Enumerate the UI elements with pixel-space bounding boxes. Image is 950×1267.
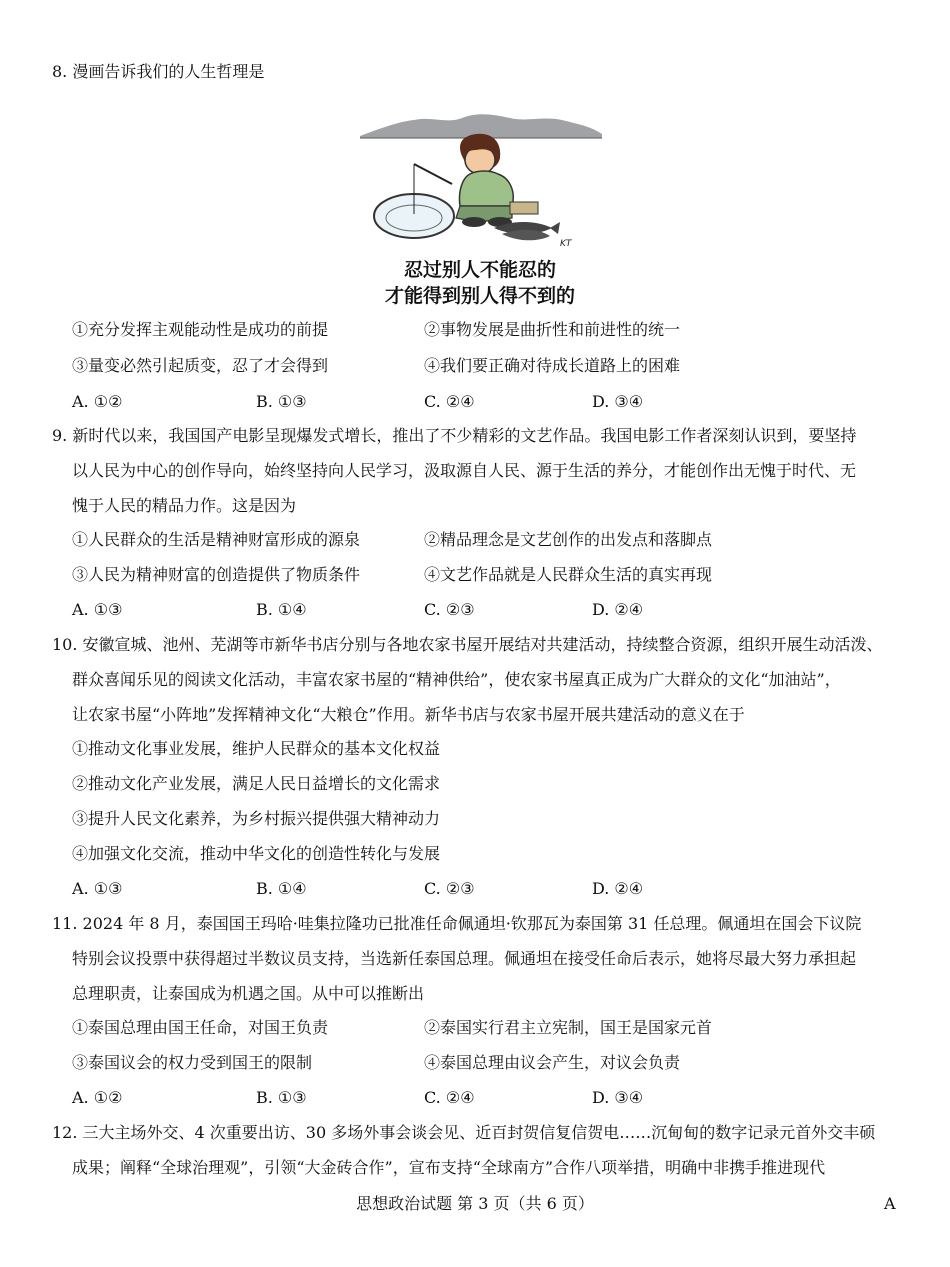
question-stem: 以人民为中心的创作导向，始终坚持向人民学习，汲取源自人民、源于生活的养分，才能创作出无愧于时代、无 [72,461,857,480]
option-2: ②泰国实行君主立宪制，国王是国家元首 [424,1018,713,1037]
option-2: ②精品理念是文艺创作的出发点和落脚点 [424,530,713,549]
option-3: ③量变必然引起质变，忍了才会得到 [72,356,329,375]
question-stem: 总理职责，让泰国成为机遇之国。从中可以推断出 [72,984,425,1003]
option-3: ③泰国议会的权力受到国王的限制 [72,1053,313,1072]
fishing-rod-icon [414,164,452,184]
answer-b: B. ①③ [256,1088,307,1107]
question-stem: 10. 安徽宣城、池州、芜湖等市新华书店分别与各地农家书屋开展结对共建活动，持续整合资源，组织开展生动活泼、 [52,635,883,654]
answer-a: A. ①③ [72,879,123,898]
option-3: ③人民为精神财富的创造提供了物质条件 [72,565,361,584]
question-stem: 9. 新时代以来，我国国产电影呈现爆发式增长，推出了不少精彩的文艺作品。我国电影工作者深刻认识到，要坚持 [52,426,857,445]
option-4: ④文艺作品就是人民群众生活的真实再现 [424,565,713,584]
answer-c: C. ②③ [424,600,475,619]
cartoon-caption-line-1: 忍过别人不能忍的 [403,259,557,281]
option-3: ③提升人民文化素养，为乡村振兴提供强大精神动力 [72,809,441,828]
option-2: ②推动文化产业发展，满足人民日益增长的文化需求 [72,774,441,793]
option-1: ①充分发挥主观能动性是成功的前提 [72,320,329,339]
answer-d: D. ②④ [592,600,644,619]
question-stem: 8. 漫画告诉我们的人生哲理是 [52,62,265,81]
answer-c: C. ②④ [424,1088,475,1107]
cartoon-caption-line-2: 才能得到别人得不到的 [384,285,576,307]
option-4: ④泰国总理由议会产生，对议会负责 [424,1053,681,1072]
answer-b: B. ①③ [256,392,307,411]
cartoon-signature: KT [560,239,572,249]
answer-a: A. ①② [72,392,123,411]
option-4: ④我们要正确对待成长道路上的困难 [424,356,681,375]
option-1: ①泰国总理由国王任命，对国王负责 [72,1018,329,1037]
question-stem: 12. 三大主场外交、4 次重要出访、30 多场外事会谈会见、近百封贺信复信贺电……沉甸甸的数字记录元首外交丰硕 [52,1123,876,1142]
question-stem: 特别会议投票中获得超过半数议员支持，当选新任泰国总理。佩通坦在接受任命后表示，她将尽最大努力承担起 [72,949,857,968]
question-stem: 愧于人民的精品力作。这是因为 [72,496,297,515]
question-stem: 成果；阐释“全球治理观”，引领“大金砖合作”，宣布支持“全球南方”合作八项举措，明确中非携手推进现代 [72,1158,826,1177]
answer-d: D. ②④ [592,879,644,898]
version-mark: A [884,1194,896,1213]
answer-b: B. ①④ [256,879,307,898]
answer-c: C. ②④ [424,392,475,411]
question-stem: 让农家书屋“小阵地”发挥精神文化“大粮仓”作用。新华书店与农家书屋开展共建活动的意义在于 [72,705,745,724]
page-label: 思想政治试题 第 3 页（共 6 页） [356,1194,594,1213]
option-2: ②事物发展是曲折性和前进性的统一 [424,320,681,339]
option-1: ①人民群众的生活是精神财富形成的源泉 [72,530,361,549]
answer-a: A. ①② [72,1088,123,1107]
question-stem: 群众喜闻乐见的阅读文化活动，丰富农家书屋的“精神供给”，使农家书屋真正成为广大群众的文化“加油站”， [72,670,841,689]
question-stem: 11. 2024 年 8 月，泰国国王玛哈·哇集拉隆功已批准任命佩通坦·钦那瓦为泰国第 31 任总理。佩通坦在国会下议院 [52,914,862,933]
answer-c: C. ②③ [424,879,475,898]
answer-d: D. ③④ [592,1088,644,1107]
cartoon-illustration [352,106,608,310]
answer-d: D. ③④ [592,392,644,411]
answer-a: A. ①③ [72,600,123,619]
answer-b: B. ①④ [256,600,307,619]
fisherman-icon [456,134,538,227]
option-4: ④加强文化交流，推动中华文化的创造性转化与发展 [72,844,441,863]
option-1: ①推动文化事业发展，维护人民群众的基本文化权益 [72,739,441,758]
fish-pile-icon [494,222,560,240]
